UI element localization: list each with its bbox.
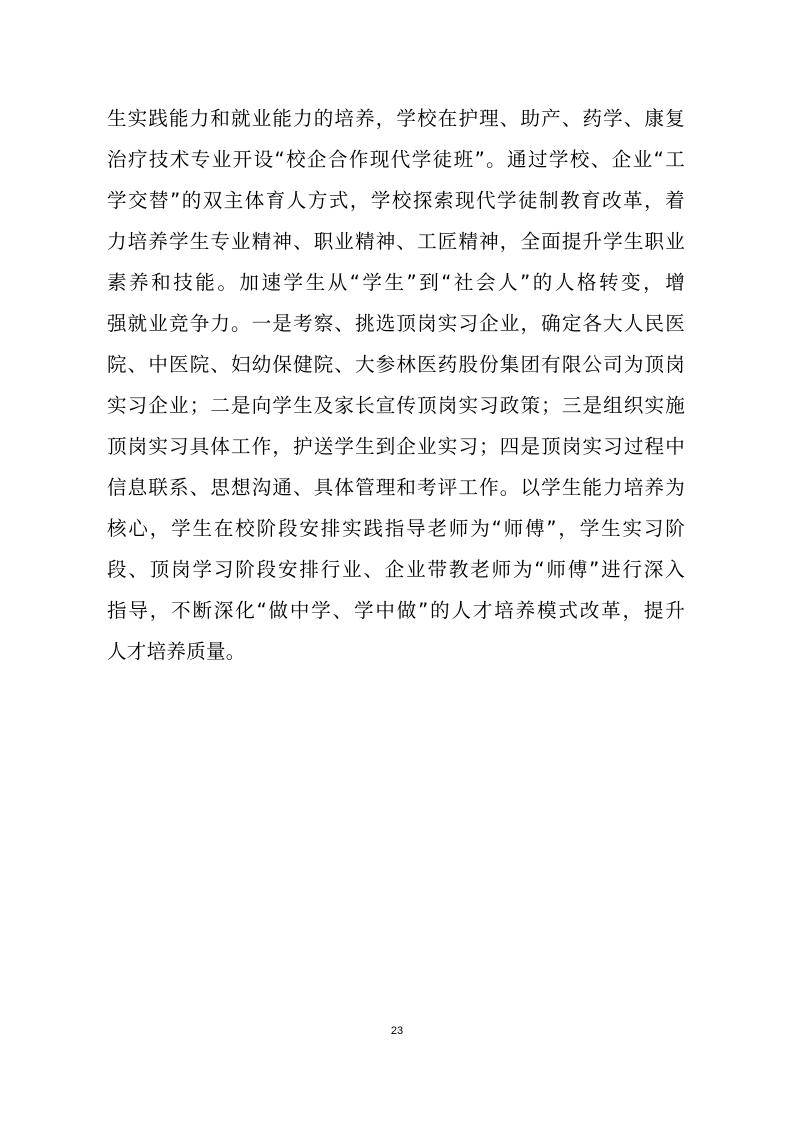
paragraph-line-14: 人才培养质量。 xyxy=(107,640,246,663)
paragraph-line-10: 信息联系、思想沟通、具体管理和考评工作。以学生能力培养为 xyxy=(107,476,685,499)
paragraph-line-3: 学交替”的双主体育人方式，学校探索现代学徒制教育改革，着 xyxy=(107,189,685,212)
paragraph-line-11: 核心，学生在校阶段安排实践指导老师为“师傅”，学生实习阶 xyxy=(107,517,685,540)
paragraph-line-4: 力培养学生专业精神、职业精神、工匠精神，全面提升学生职业 xyxy=(107,230,685,253)
paragraph-line-6: 强就业竞争力。一是考察、挑选顶岗实习企业，确定各大人民医 xyxy=(107,312,685,335)
paragraph-line-1: 生实践能力和就业能力的培养，学校在护理、助产、药学、康复 xyxy=(107,107,685,130)
page-number: 23 xyxy=(390,1025,404,1037)
paragraph-line-8: 实习企业；二是向学生及家长宣传顶岗实习政策；三是组织实施 xyxy=(107,394,685,417)
paragraph-line-12: 段、顶岗学习阶段安排行业、企业带教老师为“师傅”进行深入 xyxy=(107,558,685,581)
paragraph-line-9: 顶岗实习具体工作，护送学生到企业实习；四是顶岗实习过程中 xyxy=(107,435,685,458)
paragraph-line-7: 院、中医院、妇幼保健院、大参林医药股份集团有限公司为顶岗 xyxy=(107,353,685,376)
paragraph-line-5: 素养和技能。加速学生从“学生”到“社会人”的人格转变，增 xyxy=(107,271,685,294)
paragraph-line-13: 指导，不断深化“做中学、学中做”的人才培养模式改革，提升 xyxy=(107,599,685,622)
paragraph-line-2: 治疗技术专业开设“校企合作现代学徒班”。通过学校、企业“工 xyxy=(107,148,685,171)
